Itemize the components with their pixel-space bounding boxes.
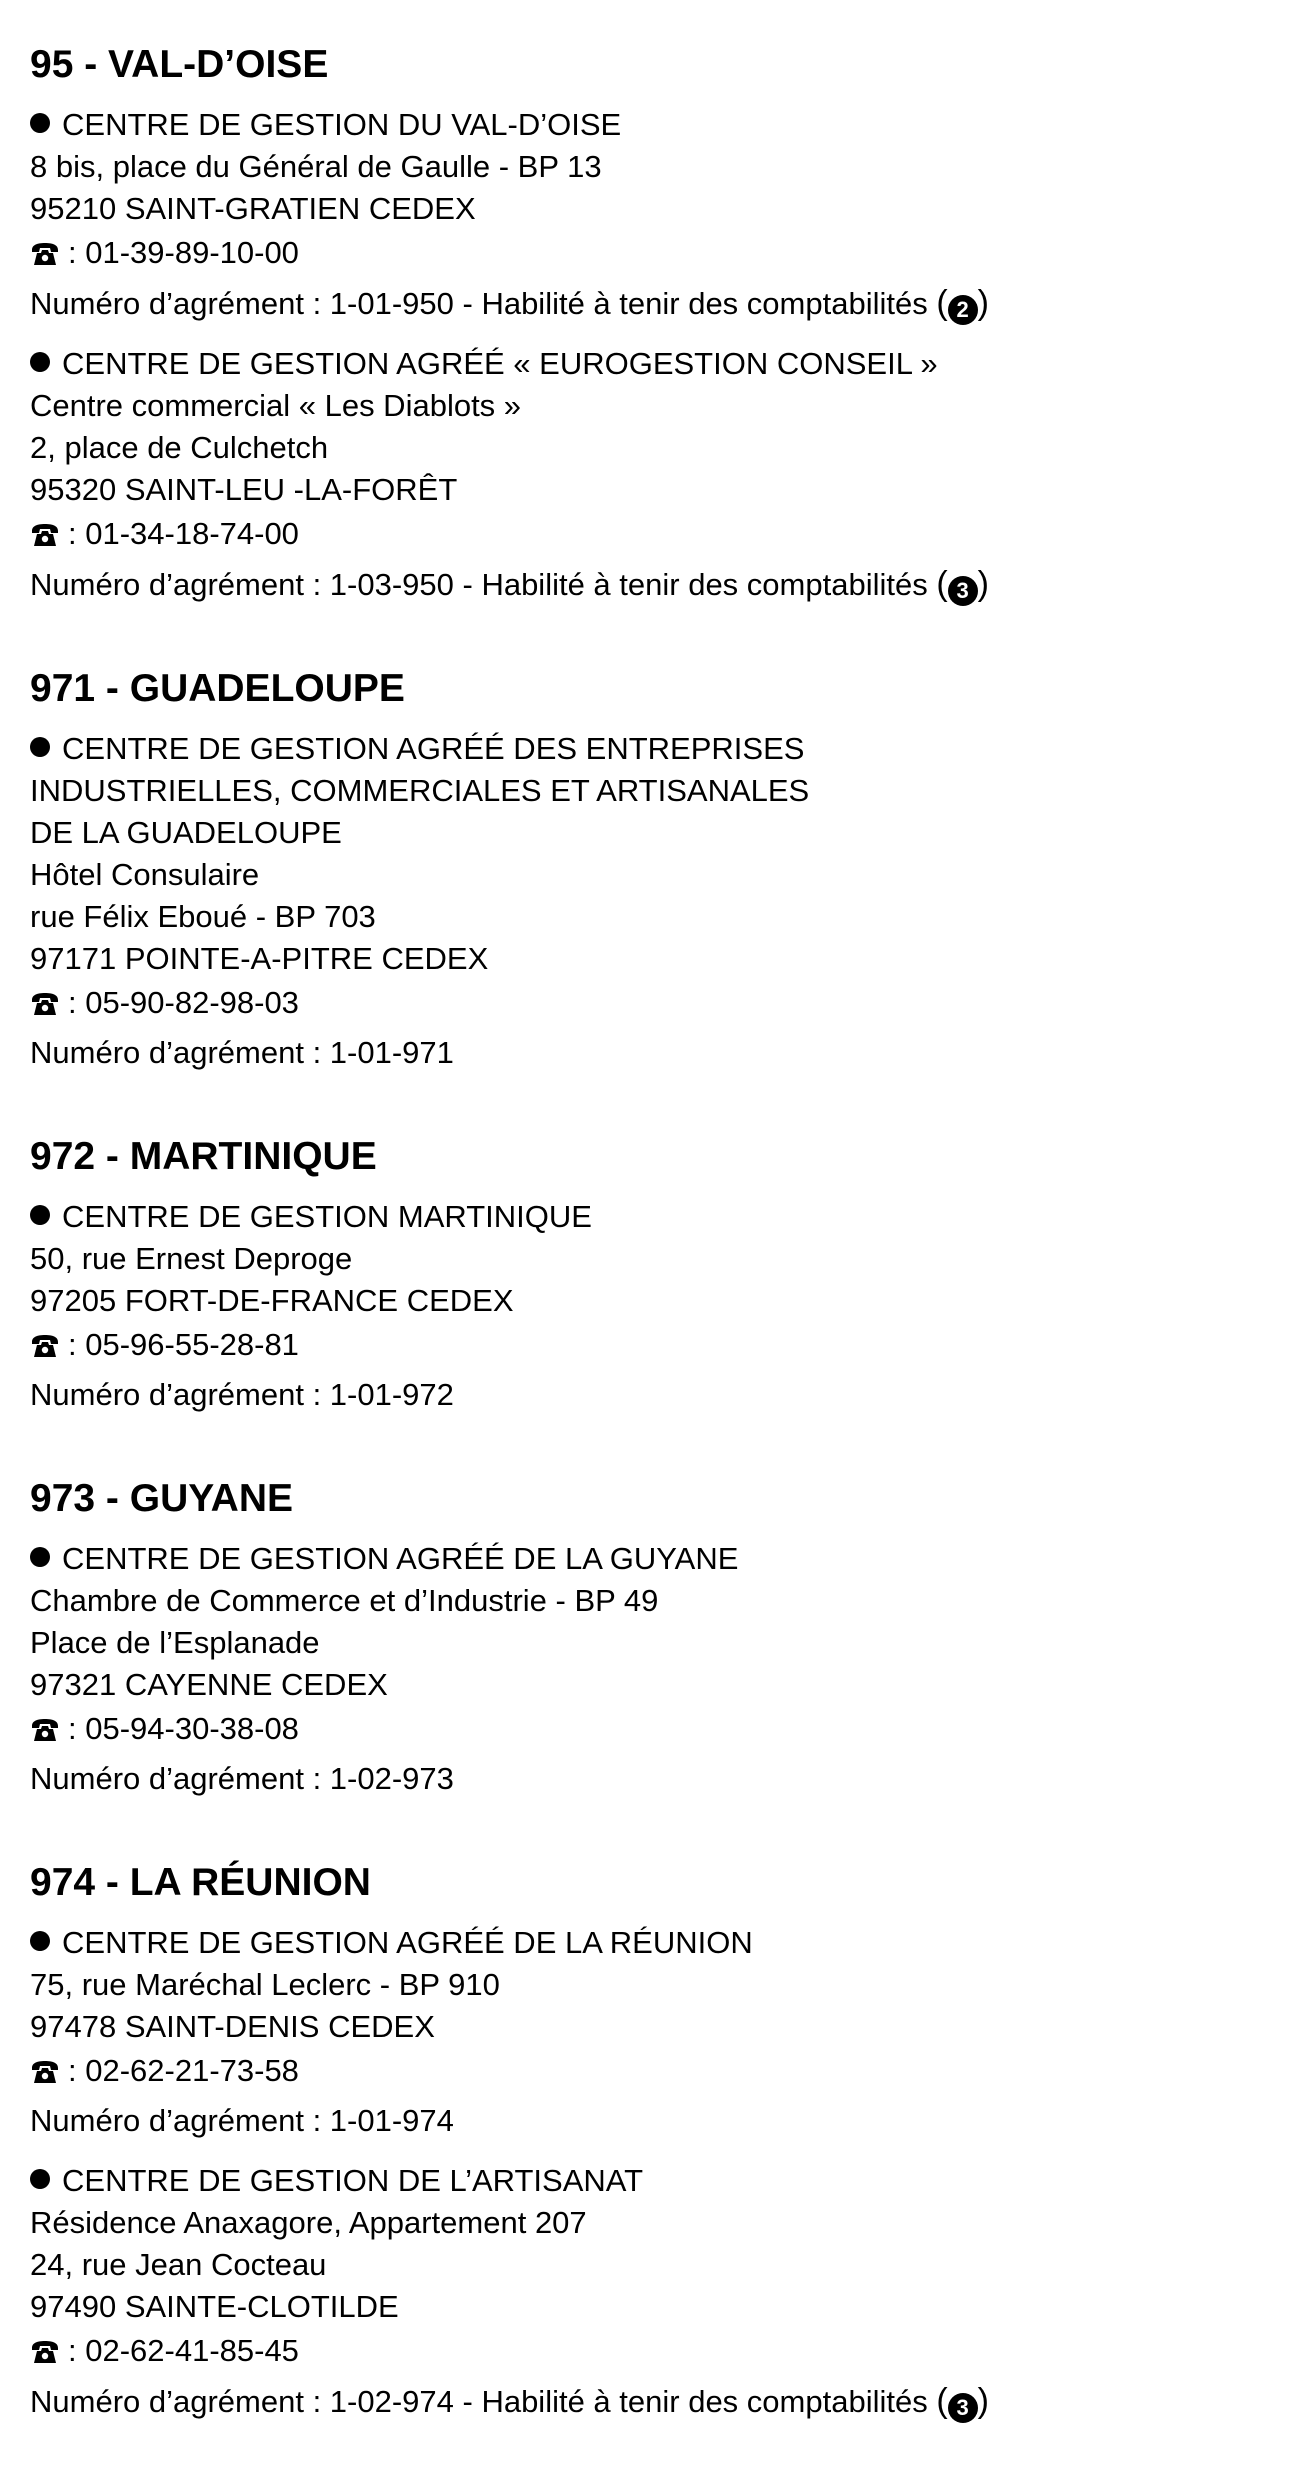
bullet-icon xyxy=(30,113,50,133)
telephone-icon xyxy=(30,2332,60,2378)
center-phone-line xyxy=(30,1322,1270,1372)
address-line: 97490 SAINTE-CLOTILDE xyxy=(30,2289,399,2324)
center-name: CENTRE DE GESTION AGRÉÉ « EUROGESTION CONSEIL » xyxy=(62,346,938,381)
center-name: CENTRE DE GESTION AGRÉÉ DE LA GUYANE xyxy=(62,1541,739,1576)
telephone-icon xyxy=(30,2052,60,2098)
center-entry xyxy=(30,1538,1270,1802)
center-address xyxy=(30,1964,1270,2048)
address-line: 95210 SAINT-GRATIEN CEDEX xyxy=(30,191,476,226)
address-line: Centre commercial « Les Diablots » xyxy=(30,388,522,423)
center-name-line xyxy=(30,1196,1270,1238)
phone-number: : 05-90-82-98-03 xyxy=(68,985,299,1020)
center-address xyxy=(30,770,1270,980)
agreement-line xyxy=(30,561,1270,608)
center-entry xyxy=(30,1922,1270,2144)
center-name-line xyxy=(30,2160,1270,2202)
center-name: CENTRE DE GESTION DE L’ARTISANAT xyxy=(62,2163,644,2198)
agreement-number: Numéro d’agrément : 1-03-950 - Habilité à tenir des comptabilités xyxy=(30,567,928,602)
center-address xyxy=(30,1238,1270,1322)
open-paren: ( xyxy=(936,2382,948,2420)
agreement-line xyxy=(30,1030,1270,1076)
center-address xyxy=(30,385,1270,511)
center-entry xyxy=(30,728,1270,1076)
telephone-icon xyxy=(30,234,60,280)
center-name-line xyxy=(30,104,1270,146)
close-paren: ) xyxy=(977,2382,989,2420)
center-list xyxy=(30,1538,1270,1802)
agreement-line xyxy=(30,2098,1270,2144)
address-line: 97171 POINTE-A-PITRE CEDEX xyxy=(30,941,489,976)
phone-number: : 05-94-30-38-08 xyxy=(68,1711,299,1746)
address-line: 97205 FORT-DE-FRANCE CEDEX xyxy=(30,1283,514,1318)
center-address xyxy=(30,2202,1270,2328)
bullet-icon xyxy=(30,1205,50,1225)
center-entry xyxy=(30,1196,1270,1418)
habilitation-number-icon: 3 xyxy=(948,2393,978,2423)
address-line: INDUSTRIELLES, COMMERCIALES ET ARTISANALES xyxy=(30,773,810,808)
address-line: DE LA GUADELOUPE xyxy=(30,815,342,850)
center-entry xyxy=(30,2160,1270,2425)
address-line: 50, rue Ernest Deproge xyxy=(30,1241,353,1276)
center-name-line xyxy=(30,1922,1270,1964)
center-name: CENTRE DE GESTION AGRÉÉ DES ENTREPRISES xyxy=(62,731,805,766)
phone-number: : 01-34-18-74-00 xyxy=(68,516,299,551)
agreement-line xyxy=(30,1372,1270,1418)
bullet-icon xyxy=(30,1547,50,1567)
agreement-number: Numéro d’agrément : 1-01-972 xyxy=(30,1377,454,1412)
center-list xyxy=(30,1196,1270,1418)
center-name-line xyxy=(30,343,1270,385)
center-list xyxy=(30,728,1270,1076)
address-line: Chambre de Commerce et d’Industrie - BP 49 xyxy=(30,1583,659,1618)
center-address xyxy=(30,1580,1270,1706)
center-phone-line xyxy=(30,980,1270,1030)
telephone-icon xyxy=(30,984,60,1030)
agreement-line xyxy=(30,2378,1270,2425)
center-name: CENTRE DE GESTION DU VAL-D’OISE xyxy=(62,107,622,142)
phone-number: : 01-39-89-10-00 xyxy=(68,235,299,270)
department-section xyxy=(30,1474,1270,1802)
close-paren: ) xyxy=(977,565,989,603)
telephone-icon xyxy=(30,1326,60,1372)
department-title: 95 - VAL-D’OISE xyxy=(30,43,329,86)
center-phone-line xyxy=(30,2328,1270,2378)
agreement-number: Numéro d’agrément : 1-01-974 xyxy=(30,2103,454,2138)
agreement-line xyxy=(30,1756,1270,1802)
address-line: 97321 CAYENNE CEDEX xyxy=(30,1667,388,1702)
center-address xyxy=(30,146,1270,230)
agreement-number: Numéro d’agrément : 1-02-974 - Habilité à tenir des comptabilités xyxy=(30,2384,928,2419)
address-line: Résidence Anaxagore, Appartement 207 xyxy=(30,2205,587,2240)
agreement-number: Numéro d’agrément : 1-02-973 xyxy=(30,1761,454,1796)
phone-number: : 02-62-41-85-45 xyxy=(68,2333,299,2368)
department-section xyxy=(30,1132,1270,1418)
address-line: Hôtel Consulaire xyxy=(30,857,260,892)
center-phone-line xyxy=(30,2048,1270,2098)
address-line: rue Félix Eboué - BP 703 xyxy=(30,899,376,934)
center-name: CENTRE DE GESTION AGRÉÉ DE LA RÉUNION xyxy=(62,1925,753,1960)
center-entry xyxy=(30,104,1270,327)
bullet-icon xyxy=(30,352,50,372)
center-phone-line xyxy=(30,1706,1270,1756)
center-name-line xyxy=(30,1538,1270,1580)
agreement-number: Numéro d’agrément : 1-01-971 xyxy=(30,1035,454,1070)
center-name-line xyxy=(30,728,1270,770)
center-name: CENTRE DE GESTION MARTINIQUE xyxy=(62,1199,592,1234)
department-section xyxy=(30,664,1270,1076)
department-section xyxy=(30,40,1270,608)
phone-number: : 02-62-21-73-58 xyxy=(68,2053,299,2088)
agreement-number: Numéro d’agrément : 1-01-950 - Habilité à tenir des comptabilités xyxy=(30,286,928,321)
agreement-line xyxy=(30,280,1270,327)
center-entry xyxy=(30,343,1270,608)
department-title: 971 - GUADELOUPE xyxy=(30,667,405,710)
address-line: 8 bis, place du Général de Gaulle - BP 13 xyxy=(30,149,602,184)
department-section xyxy=(30,1858,1270,2425)
bullet-icon xyxy=(30,2169,50,2189)
telephone-icon xyxy=(30,1710,60,1756)
telephone-icon xyxy=(30,515,60,561)
close-paren: ) xyxy=(977,284,989,322)
address-line: 95320 SAINT-LEU -LA-FORÊT xyxy=(30,472,458,507)
phone-number: : 05-96-55-28-81 xyxy=(68,1327,299,1362)
center-list xyxy=(30,1922,1270,2425)
bullet-icon xyxy=(30,737,50,757)
department-title: 973 - GUYANE xyxy=(30,1477,294,1520)
open-paren: ( xyxy=(936,565,948,603)
address-line: 75, rue Maréchal Leclerc - BP 910 xyxy=(30,1967,500,2002)
center-phone-line xyxy=(30,511,1270,561)
open-paren: ( xyxy=(936,284,948,322)
habilitation-number-icon: 3 xyxy=(948,576,978,606)
department-title: 972 - MARTINIQUE xyxy=(30,1135,377,1178)
address-line: 2, place de Culchetch xyxy=(30,430,329,465)
document-page xyxy=(30,40,1270,2481)
address-line: Place de l’Esplanade xyxy=(30,1625,320,1660)
bullet-icon xyxy=(30,1931,50,1951)
address-line: 24, rue Jean Cocteau xyxy=(30,2247,327,2282)
department-title: 974 - LA RÉUNION xyxy=(30,1861,371,1904)
center-list xyxy=(30,104,1270,608)
center-phone-line xyxy=(30,230,1270,280)
address-line: 97478 SAINT-DENIS CEDEX xyxy=(30,2009,435,2044)
habilitation-number-icon: 2 xyxy=(948,295,978,325)
